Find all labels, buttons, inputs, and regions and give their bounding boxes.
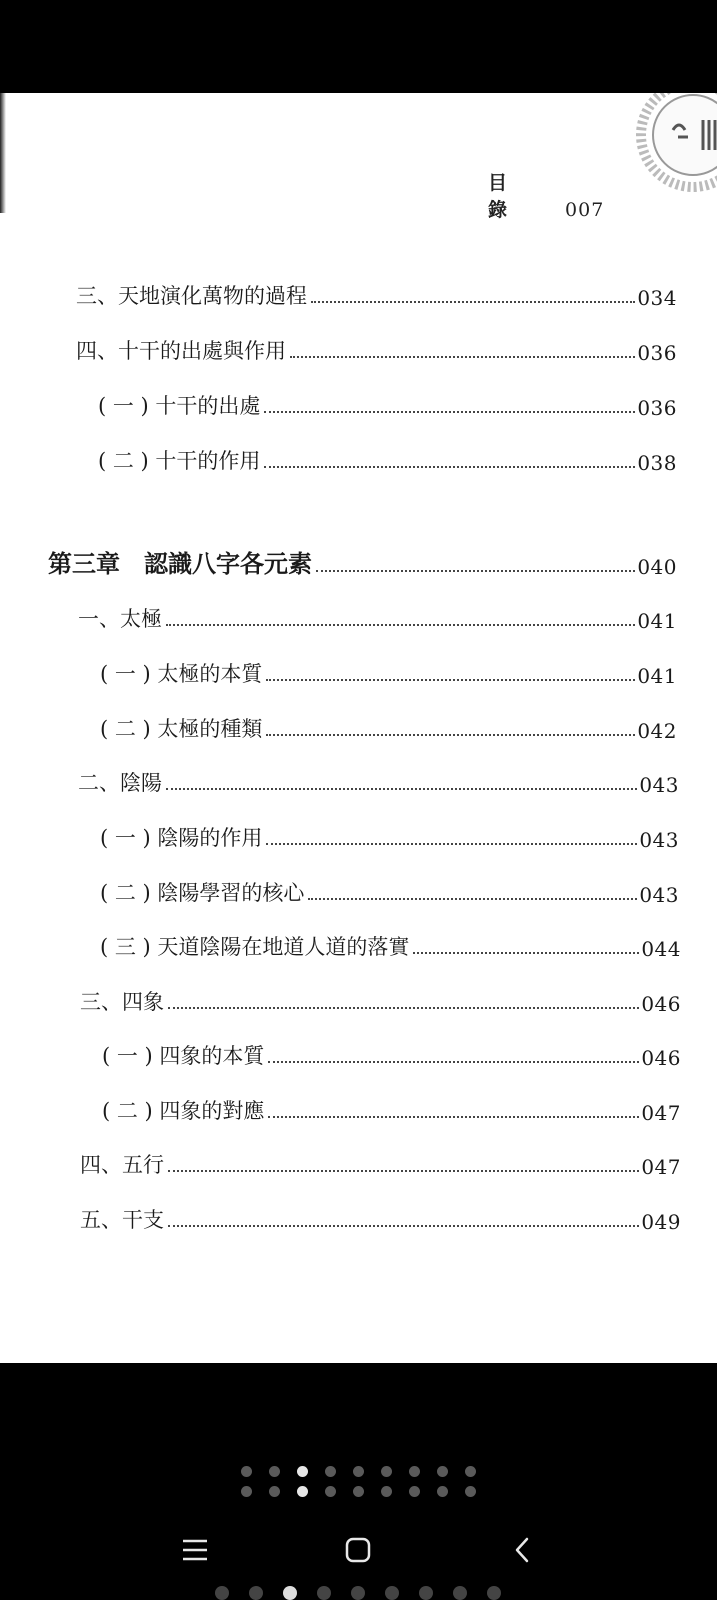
toc-page-number: 038 bbox=[637, 451, 677, 475]
page-indicator-dot bbox=[283, 1586, 297, 1600]
toc-page-number: 044 bbox=[641, 937, 681, 961]
toc-page-number: 041 bbox=[637, 664, 677, 688]
pager-dot[interactable] bbox=[353, 1466, 364, 1477]
page-indicator-dot bbox=[487, 1586, 501, 1600]
toc-page-number: 043 bbox=[639, 883, 679, 907]
toc-page-number: 036 bbox=[637, 396, 677, 420]
image-pager-dots[interactable] bbox=[0, 1466, 717, 1477]
page-indicator-dot bbox=[419, 1586, 433, 1600]
toc-entry-title: ( 一 ) 太極的本質 bbox=[100, 662, 263, 686]
toc-dot-leader bbox=[311, 301, 635, 303]
toc-entry-title: ( 二 ) 十干的作用 bbox=[98, 449, 261, 473]
toc-entry bbox=[78, 603, 677, 633]
toc-dot-leader bbox=[168, 1225, 639, 1227]
decorative-seal-icon bbox=[633, 93, 717, 195]
toc-dot-leader bbox=[316, 570, 635, 572]
toc-entry-title: 四、五行 bbox=[80, 1153, 164, 1177]
toc-entry bbox=[80, 1204, 681, 1234]
pager-dot[interactable] bbox=[353, 1486, 364, 1497]
page-indicator-dot bbox=[453, 1586, 467, 1600]
header-title-right: 錄 bbox=[488, 199, 509, 221]
toc-page-number: 042 bbox=[637, 719, 677, 743]
toc-dot-leader bbox=[290, 356, 635, 358]
header-page-number: 007 bbox=[565, 199, 605, 221]
toc-entry-title: 五、干支 bbox=[80, 1208, 164, 1232]
toc-entry-title: ( 一 ) 十干的出處 bbox=[98, 394, 261, 418]
bottom-page-indicator bbox=[215, 1586, 515, 1600]
pager-dot[interactable] bbox=[269, 1486, 280, 1497]
toc-entry-title: 二、陰陽 bbox=[78, 771, 162, 795]
toc-page-number: 047 bbox=[641, 1155, 681, 1179]
pager-dot[interactable] bbox=[325, 1466, 336, 1477]
toc-page-number: 047 bbox=[641, 1101, 681, 1125]
toc-chapter-title: 第三章 認識八字各元素 bbox=[48, 549, 312, 578]
pager-dot[interactable] bbox=[465, 1466, 476, 1477]
toc-entry bbox=[100, 877, 679, 907]
pager-dot[interactable] bbox=[381, 1466, 392, 1477]
toc-dot-leader bbox=[166, 788, 637, 790]
toc-entry-title: ( 二 ) 太極的種類 bbox=[100, 717, 263, 741]
pager-dot[interactable] bbox=[297, 1486, 308, 1497]
toc-dot-leader bbox=[264, 411, 635, 413]
toc-page-number: 040 bbox=[637, 555, 677, 579]
toc-chapter-entry bbox=[48, 549, 677, 579]
page-indicator-dot bbox=[351, 1586, 365, 1600]
pager-dot[interactable] bbox=[409, 1486, 420, 1497]
home-square-icon bbox=[344, 1536, 372, 1564]
pager-dot[interactable] bbox=[437, 1486, 448, 1497]
toc-dot-leader bbox=[268, 1061, 639, 1063]
page-edge-shadow bbox=[0, 93, 6, 213]
back-button[interactable] bbox=[492, 1520, 552, 1580]
toc-dot-leader bbox=[266, 679, 635, 681]
toc-entry bbox=[100, 658, 677, 688]
toc-entry bbox=[80, 986, 681, 1016]
toc-dot-leader bbox=[413, 952, 639, 954]
toc-entry bbox=[102, 1095, 681, 1125]
toc-entry bbox=[100, 931, 681, 961]
pager-dot[interactable] bbox=[241, 1466, 252, 1477]
toc-dot-leader bbox=[168, 1170, 639, 1172]
toc-entry bbox=[102, 1040, 681, 1070]
toc-entry-title: 三、天地演化萬物的過程 bbox=[76, 284, 307, 308]
toc-page-number: 041 bbox=[637, 609, 677, 633]
pager-dot[interactable] bbox=[241, 1486, 252, 1497]
page-indicator-dot bbox=[317, 1586, 331, 1600]
scanned-book-page[interactable] bbox=[0, 93, 717, 1363]
toc-entry bbox=[76, 280, 677, 310]
pager-dot[interactable] bbox=[325, 1486, 336, 1497]
toc-page-number: 049 bbox=[641, 1210, 681, 1234]
toc-entry-title: ( 三 ) 天道陰陽在地道人道的落實 bbox=[100, 935, 410, 959]
pager-dot[interactable] bbox=[269, 1466, 280, 1477]
toc-page-number: 036 bbox=[637, 341, 677, 365]
toc-entry-title: ( 一 ) 陰陽的作用 bbox=[100, 826, 263, 850]
toc-entry bbox=[100, 713, 677, 743]
system-nav-bar bbox=[0, 1520, 717, 1590]
page-indicator-dot bbox=[249, 1586, 263, 1600]
pager-dot[interactable] bbox=[409, 1466, 420, 1477]
page-indicator-dot bbox=[215, 1586, 229, 1600]
toc-page-number: 046 bbox=[641, 1046, 681, 1070]
toc-entry-title: ( 一 ) 四象的本質 bbox=[102, 1044, 265, 1068]
toc-entry-title: 一、太極 bbox=[78, 607, 162, 631]
pager-dot[interactable] bbox=[437, 1466, 448, 1477]
pager-dot[interactable] bbox=[381, 1486, 392, 1497]
toc-page-number: 043 bbox=[639, 828, 679, 852]
toc-dot-leader bbox=[308, 898, 637, 900]
pager-dot[interactable] bbox=[297, 1466, 308, 1477]
toc-entry bbox=[76, 335, 677, 365]
toc-entry bbox=[78, 767, 679, 797]
toc-dot-leader bbox=[266, 734, 635, 736]
toc-page-number: 034 bbox=[637, 286, 677, 310]
recents-button[interactable] bbox=[165, 1520, 225, 1580]
toc-page-number: 043 bbox=[639, 773, 679, 797]
image-pager-dots-secondary bbox=[0, 1486, 717, 1497]
toc-entry bbox=[98, 445, 677, 475]
toc-entry bbox=[80, 1149, 681, 1179]
menu-lines-icon bbox=[181, 1538, 209, 1562]
back-chevron-icon bbox=[512, 1536, 532, 1564]
running-header bbox=[488, 168, 604, 222]
toc-entry-title: 三、四象 bbox=[80, 990, 164, 1014]
toc-dot-leader bbox=[168, 1007, 639, 1009]
toc-entry bbox=[100, 822, 679, 852]
toc-dot-leader bbox=[266, 843, 637, 845]
toc-dot-leader bbox=[264, 466, 635, 468]
toc-dot-leader bbox=[166, 624, 635, 626]
toc-entry bbox=[98, 390, 677, 420]
home-button[interactable] bbox=[328, 1520, 388, 1580]
toc-entry-title: 四、十干的出處與作用 bbox=[76, 339, 286, 363]
toc-entry-title: ( 二 ) 四象的對應 bbox=[102, 1099, 265, 1123]
header-title-left: 目 bbox=[488, 172, 509, 194]
toc-page-number: 046 bbox=[641, 992, 681, 1016]
toc-entry-title: ( 二 ) 陰陽學習的核心 bbox=[100, 881, 305, 905]
pager-dot[interactable] bbox=[465, 1486, 476, 1497]
toc-dot-leader bbox=[268, 1116, 639, 1118]
page-indicator-dot bbox=[385, 1586, 399, 1600]
